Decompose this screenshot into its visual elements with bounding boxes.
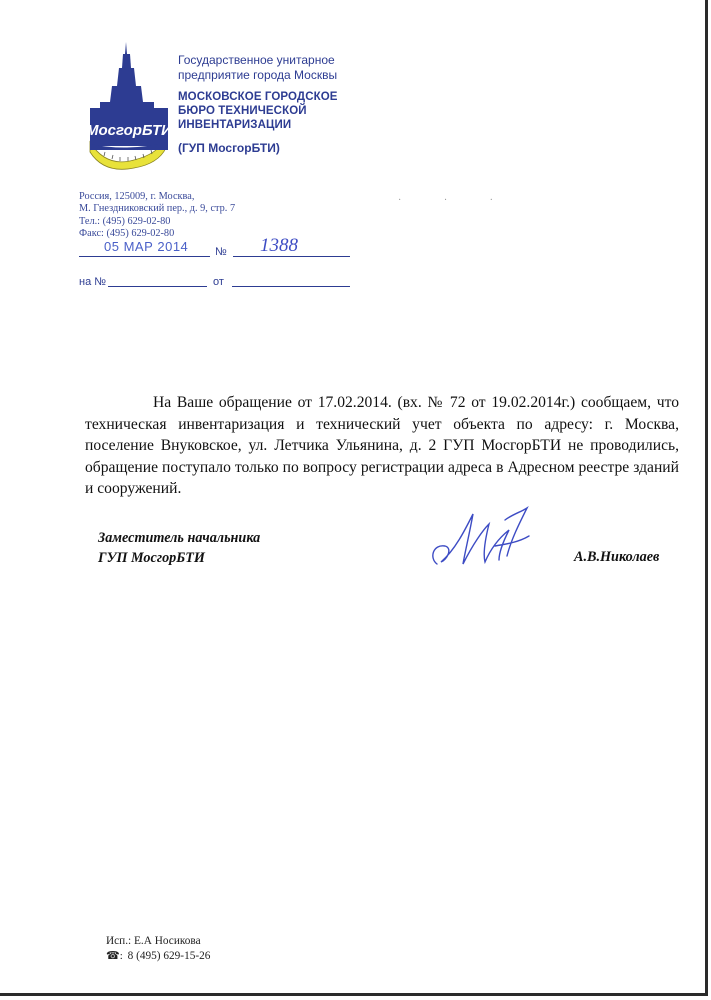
handwritten-signature (425, 500, 535, 580)
org-line-2: предприятие города Москвы (178, 68, 338, 82)
body-paragraph: На Ваше обращение от 17.02.2014. (вх. № 72 от 19.02.2014г.) сообщаем, что техническая инвентаризация и технический учет объекта по адресу: г. Москва, поселение Внуковское, ул. Летчика Ульянина, д. 2 ГУП МосгорБТИ не проводились, обращение поступало только по вопросу регистрации адреса в Адресном реестре зданий и сооружений. (85, 394, 679, 497)
org-name-block (178, 90, 378, 132)
org-name-line-1: МОСКОВСКОЕ ГОРОДСКОЕ (178, 91, 338, 103)
organization-header (178, 53, 378, 155)
executor-footer (106, 934, 210, 963)
org-address (79, 191, 235, 241)
ref-number-label: на № (79, 276, 107, 288)
address-phone: Тел.: (495) 629-02-80 (79, 215, 171, 227)
executor-name: Исп.: Е.А Носикова (106, 935, 201, 947)
mosgorbti-logo (86, 40, 172, 170)
address-fax: Факс: (495) 629-02-80 (79, 228, 175, 240)
executor-phone-row (106, 949, 210, 964)
scan-smudge: · · · (398, 195, 513, 206)
signatory-organization: ГУП МосгорБТИ (98, 549, 205, 566)
letter-body (85, 392, 679, 500)
outgoing-number: 1388 (260, 235, 298, 256)
telephone-icon: ☎: (106, 949, 123, 962)
date-line (79, 256, 210, 257)
number-line (233, 256, 350, 257)
date-stamp: 05 МАР 2014 (104, 239, 189, 254)
signatory-name: А.В.Николаев (574, 549, 660, 565)
org-name-line-2: БЮРО ТЕХНИЧЕСКОЙ (178, 105, 307, 117)
number-label: № (215, 246, 227, 258)
address-line-2: М. Гнездниковский пер., д. 9, стр. 7 (79, 203, 236, 215)
signatory-title (98, 529, 260, 568)
executor-phone: 8 (495) 629-15-26 (127, 949, 211, 962)
ref-number-line (108, 286, 207, 287)
signatory-position: Заместитель начальника (98, 530, 261, 546)
org-line-1: Государственное унитарное (178, 53, 335, 67)
org-name-line-3: ИНВЕНТАРИЗАЦИИ (178, 119, 292, 131)
org-abbreviation: (ГУП МосгорБТИ) (178, 141, 280, 155)
ref-from-label: от (213, 276, 224, 288)
logo-text: МосгорБТИ (86, 122, 172, 139)
ref-from-line (232, 286, 350, 287)
address-line-1: Россия, 125009, г. Москва, (79, 191, 195, 202)
